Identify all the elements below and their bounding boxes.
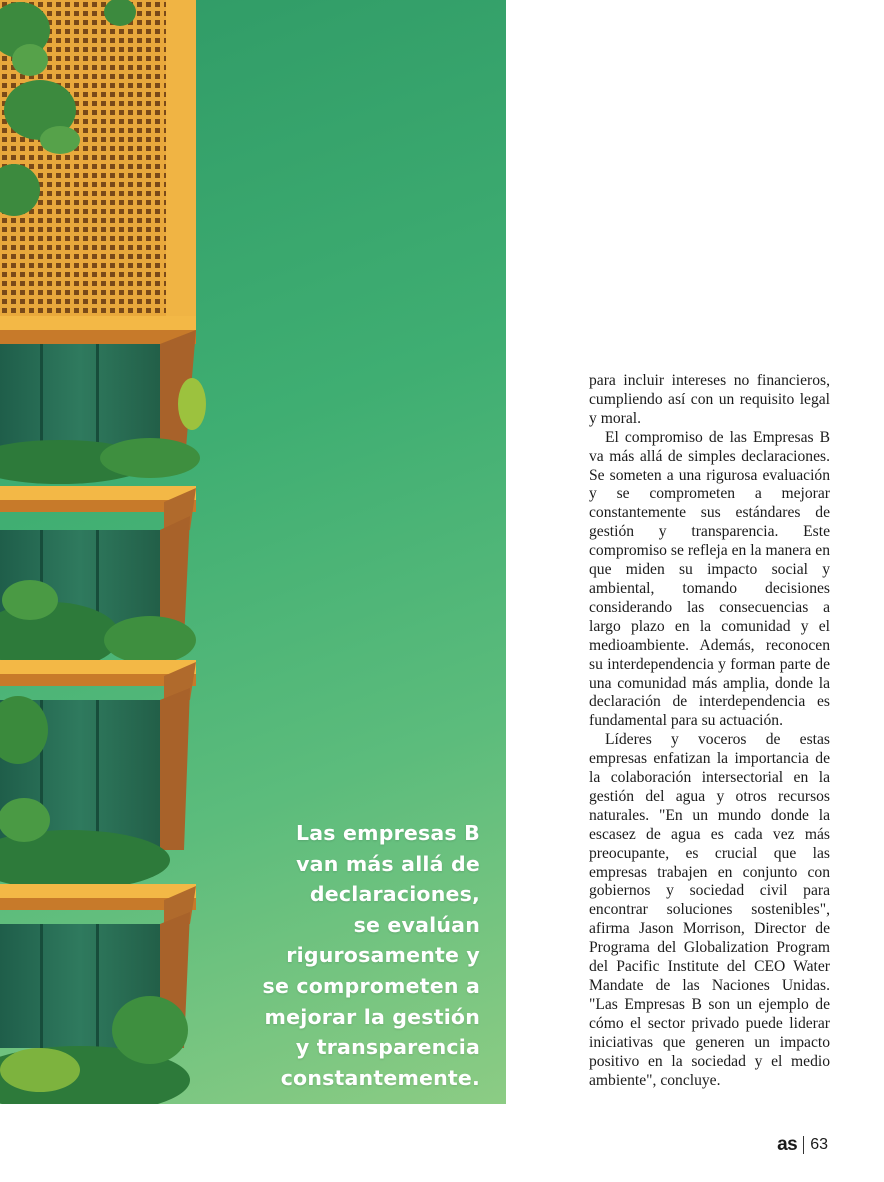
pull-quote-line: se comprometen a [262,973,480,998]
pull-quote-line: declaraciones, [309,882,480,907]
pull-quote-line: mejorar la gestión [264,1004,480,1029]
pull-quote-line: rigurosamente y [286,943,480,968]
pull-quote-line: van más allá de [296,851,480,876]
page-folio [777,1134,828,1156]
article-paragraph: para incluir intereses no financieros, cumpliendo así con un requisito legal y moral. [589,372,830,427]
pull-quote [180,818,480,1093]
pull-quote-line: se evalúan [353,912,480,937]
pull-quote-line: constantemente. [280,1065,480,1090]
article-paragraph: El compromiso de las Empresas B va más allá de simples declaraciones. Se someten a una rigurosa evaluación y se comprometen a mejorar constantemente sus estándares de gestión y transparencia. Este compromiso se refleja en la manera en que miden su impacto social y ambiental, tomando decisiones considerando las consecuencias a largo plazo en la comunidad y el medioambiente. Además, reconocen su interdependencia y forman parte de una comunidad más amplia, donde la declaración de interdependencia es fundamental para su actuación. [589,428,830,730]
folio-divider [803,1136,804,1154]
magazine-logo: as [777,1134,798,1155]
page-number: 63 [810,1136,828,1153]
article-body [589,372,830,1090]
pull-quote-line: Las empresas B [296,821,480,845]
pull-quote-line: y transparencia [295,1035,480,1060]
article-paragraph: Líderes y voceros de estas empresas enfatizan la importancia de la colaboración intersectorial en la gestión del agua y otros recursos naturales. "En un mundo donde la escasez de agua es cada vez más preocupante, es crucial que las empresas trabajen en conjunto con gobiernos y sociedad civil para encontrar soluciones sostenibles", afirma Jason Morrison, Director de Programa del Globalization Program del Pacific Institute del CEO Water Mandate de las Naciones Unidas. "Las Empresas B son un ejemplo de cómo el sector privado puede liderar iniciativas que generen un impacto positivo en la sociedad y el medio ambiente", concluye. [589,731,830,1089]
